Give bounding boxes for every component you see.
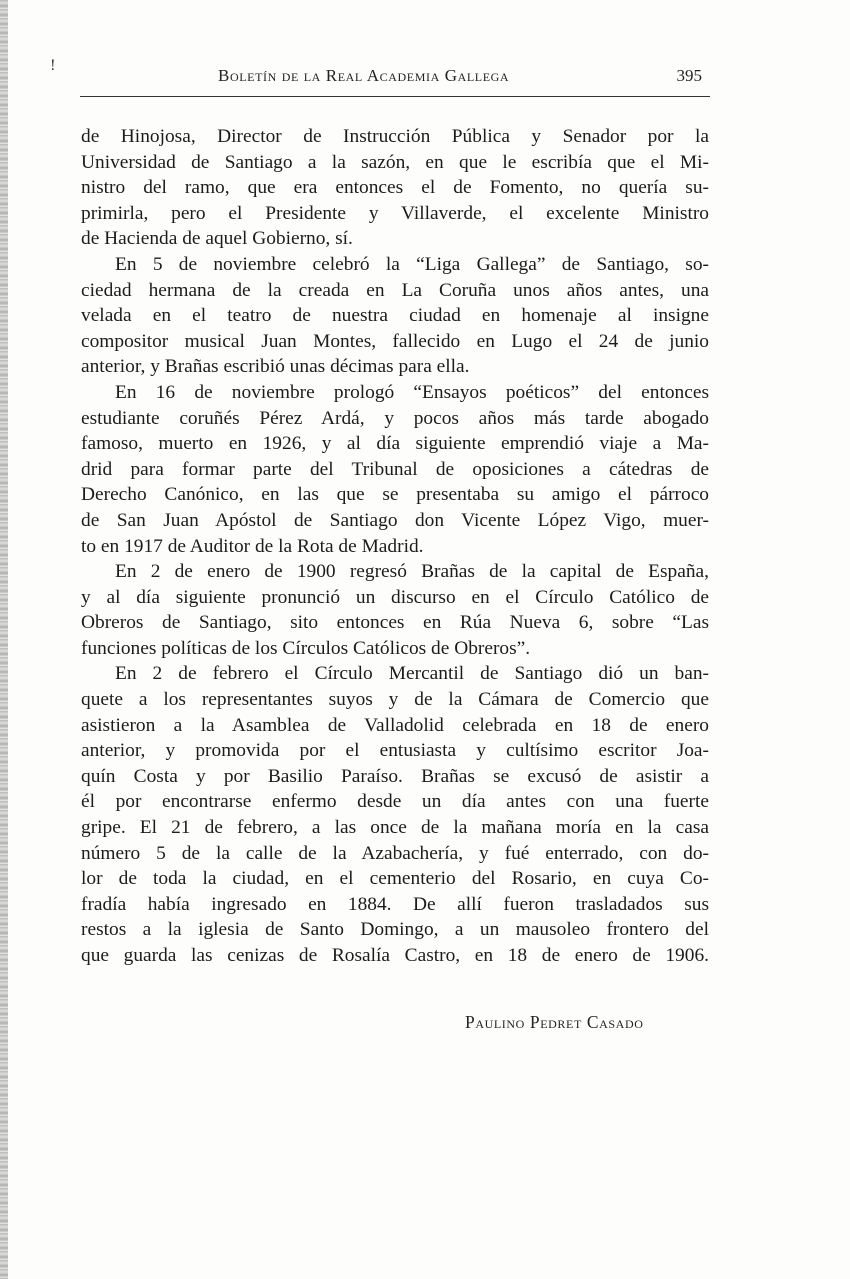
text-line: anterior, y promovida por el entusiasta y cultísimo escritor Joa- xyxy=(81,740,709,762)
text-line: anterior, y Brañas escribió unas décimas para ella. xyxy=(81,356,470,378)
text-line: funciones políticas de los Círculos Católicos de Obreros”. xyxy=(81,637,531,659)
text-line: famoso, muerto en 1926, y al día siguiente emprendió viaje a Ma- xyxy=(81,433,709,455)
text-line: velada en el teatro de nuestra ciudad en homenaje al insigne xyxy=(81,305,709,327)
text-line: fradía había ingresado en 1884. De allí fueron trasladados sus xyxy=(81,893,709,915)
text-line: de San Juan Apóstol de Santiago don Vicente López Vigo, muer- xyxy=(81,509,709,531)
text-line: de Hacienda de aquel Gobierno, sí. xyxy=(81,228,353,250)
text-line: restos a la iglesia de Santo Domingo, a un mausoleo frontero del xyxy=(81,919,709,941)
text-line: Obreros de Santiago, sito entonces en Rúa Nueva 6, sobre “Las xyxy=(81,612,709,634)
running-head: Boletín de la Real Academia Gallega xyxy=(218,66,510,85)
text-line: ciedad hermana de la creada en La Coruña unos años antes, una xyxy=(81,279,709,301)
text-line: En 16 de noviembre prologó “Ensayos poéticos” del entonces xyxy=(115,381,709,403)
text-line: nistro del ramo, que era entonces el de Fomento, no quería su- xyxy=(81,177,709,199)
text-line: quín Costa y por Basilio Paraíso. Brañas se excusó de asistir a xyxy=(81,765,709,787)
text-line: En 2 de enero de 1900 regresó Brañas de la capital de España, xyxy=(115,561,709,583)
text-line: primirla, pero el Presidente y Villaverde, el excelente Ministro xyxy=(81,202,709,224)
text-line: drid para formar parte del Tribunal de oposiciones a cátedras de xyxy=(81,458,709,480)
text-line: to en 1917 de Auditor de la Rota de Madrid. xyxy=(81,535,424,557)
text-line: de Hinojosa, Director de Instrucción Pública y Senador por la xyxy=(81,126,709,147)
text-line: asistieron a la Asamblea de Valladolid celebrada en 18 de enero xyxy=(81,714,709,736)
text-line: él por encontrarse enfermo desde un día antes con una fuerte xyxy=(81,791,709,813)
text-line: estudiante coruñés Pérez Ardá, y pocos años más tarde abogado xyxy=(81,407,709,429)
text-line: y al día siguiente pronunció un discurso en el Círculo Católico de xyxy=(81,586,709,608)
margin-mark: ! xyxy=(50,58,56,74)
text-line: gripe. El 21 de febrero, a las once de la mañana moría en la casa xyxy=(81,817,709,839)
text-line: que guarda las cenizas de Rosalía Castro, en 18 de enero de 1906. xyxy=(81,945,709,966)
author-signature: Paulino Pedret Casado xyxy=(465,1012,644,1032)
page-number: 395 xyxy=(676,66,702,85)
text-line: Derecho Canónico, en las que se presentaba su amigo el párroco xyxy=(81,484,709,506)
body-text xyxy=(81,124,709,969)
scanned-page-edge xyxy=(0,0,8,1279)
text-line: quete a los representantes suyos y de la Cámara de Comercio que xyxy=(81,689,709,711)
header-rule xyxy=(80,96,710,97)
text-line: compositor musical Juan Montes, fallecido en Lugo el 24 de junio xyxy=(81,330,709,352)
text-line: En 5 de noviembre celebró la “Liga Gallega” de Santiago, so- xyxy=(115,253,709,275)
page-header xyxy=(80,64,710,88)
text-line: Universidad de Santiago a la sazón, en que le escribía que el Mi- xyxy=(81,151,709,173)
text-line: En 2 de febrero el Círculo Mercantil de Santiago dió un ban- xyxy=(115,663,709,685)
text-line: número 5 de la calle de la Azabachería, y fué enterrado, con do- xyxy=(81,842,709,864)
text-line: lor de toda la ciudad, en el cementerio del Rosario, en cuya Co- xyxy=(81,868,709,890)
